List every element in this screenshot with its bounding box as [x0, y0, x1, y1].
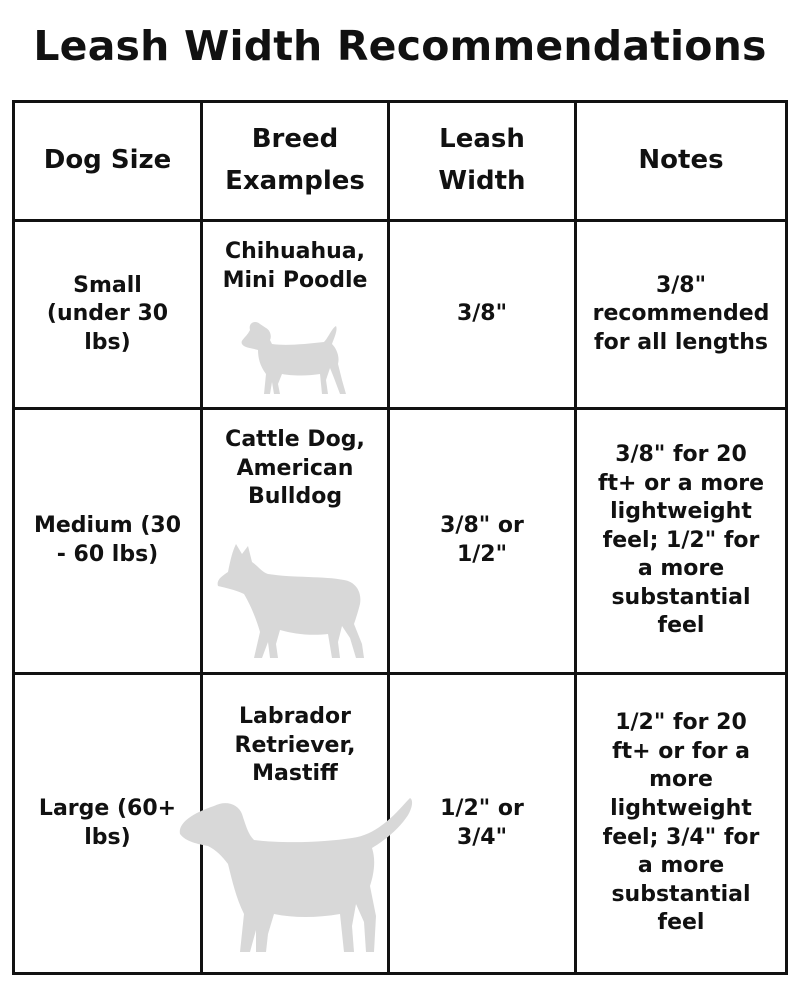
dog-size-label: Medium (30 - 60 lbs)	[33, 513, 182, 567]
page-title: Leash Width Recommendations	[33, 22, 767, 70]
leash-width-value: 3/8"	[456, 301, 508, 327]
header-breed-examples-label: Breed Examples	[225, 124, 365, 196]
dog-size-label: Small (under 30 lbs)	[46, 272, 169, 355]
dog-size-cell	[15, 675, 200, 972]
leash-width-cell	[390, 222, 574, 407]
header-leash-width-label: Leash Width	[438, 124, 526, 196]
leash-width-cell	[390, 675, 574, 972]
header-breed-examples	[203, 103, 387, 219]
dog-size-cell	[15, 410, 200, 672]
leash-width-value: 1/2" or 3/4"	[440, 795, 524, 850]
notes-text: 3/8" for 20 ft+ or a more lightweight feel; 1/2" for a more substantial feel	[597, 441, 765, 639]
header-notes-label: Notes	[638, 145, 724, 176]
notes-cell	[577, 675, 785, 972]
breed-examples-label: Chihuahua, Mini Poodle	[222, 239, 368, 293]
small-dog-icon	[236, 318, 352, 398]
notes-text: 1/2" for 20 ft+ or for a more lightweight feel; 3/4" for a more substantial feel	[602, 710, 760, 936]
large-dog-icon	[176, 794, 416, 962]
notes-text: 3/8" recommended for all lengths	[592, 272, 770, 355]
header-dog-size-label: Dog Size	[43, 145, 172, 176]
header-leash-width	[390, 103, 574, 219]
dog-size-label: Large (60+ lbs)	[38, 795, 177, 850]
breed-examples-label: Labrador Retriever, Mastiff	[234, 704, 356, 787]
medium-dog-icon	[214, 538, 370, 662]
notes-cell	[577, 222, 785, 407]
leash-width-value: 3/8" or 1/2"	[440, 513, 524, 567]
notes-cell	[577, 410, 785, 672]
leash-width-cell	[390, 410, 574, 672]
breed-examples-label: Cattle Dog, American Bulldog	[225, 427, 365, 510]
header-dog-size	[15, 103, 200, 219]
dog-size-cell	[15, 222, 200, 407]
header-notes	[577, 103, 785, 219]
